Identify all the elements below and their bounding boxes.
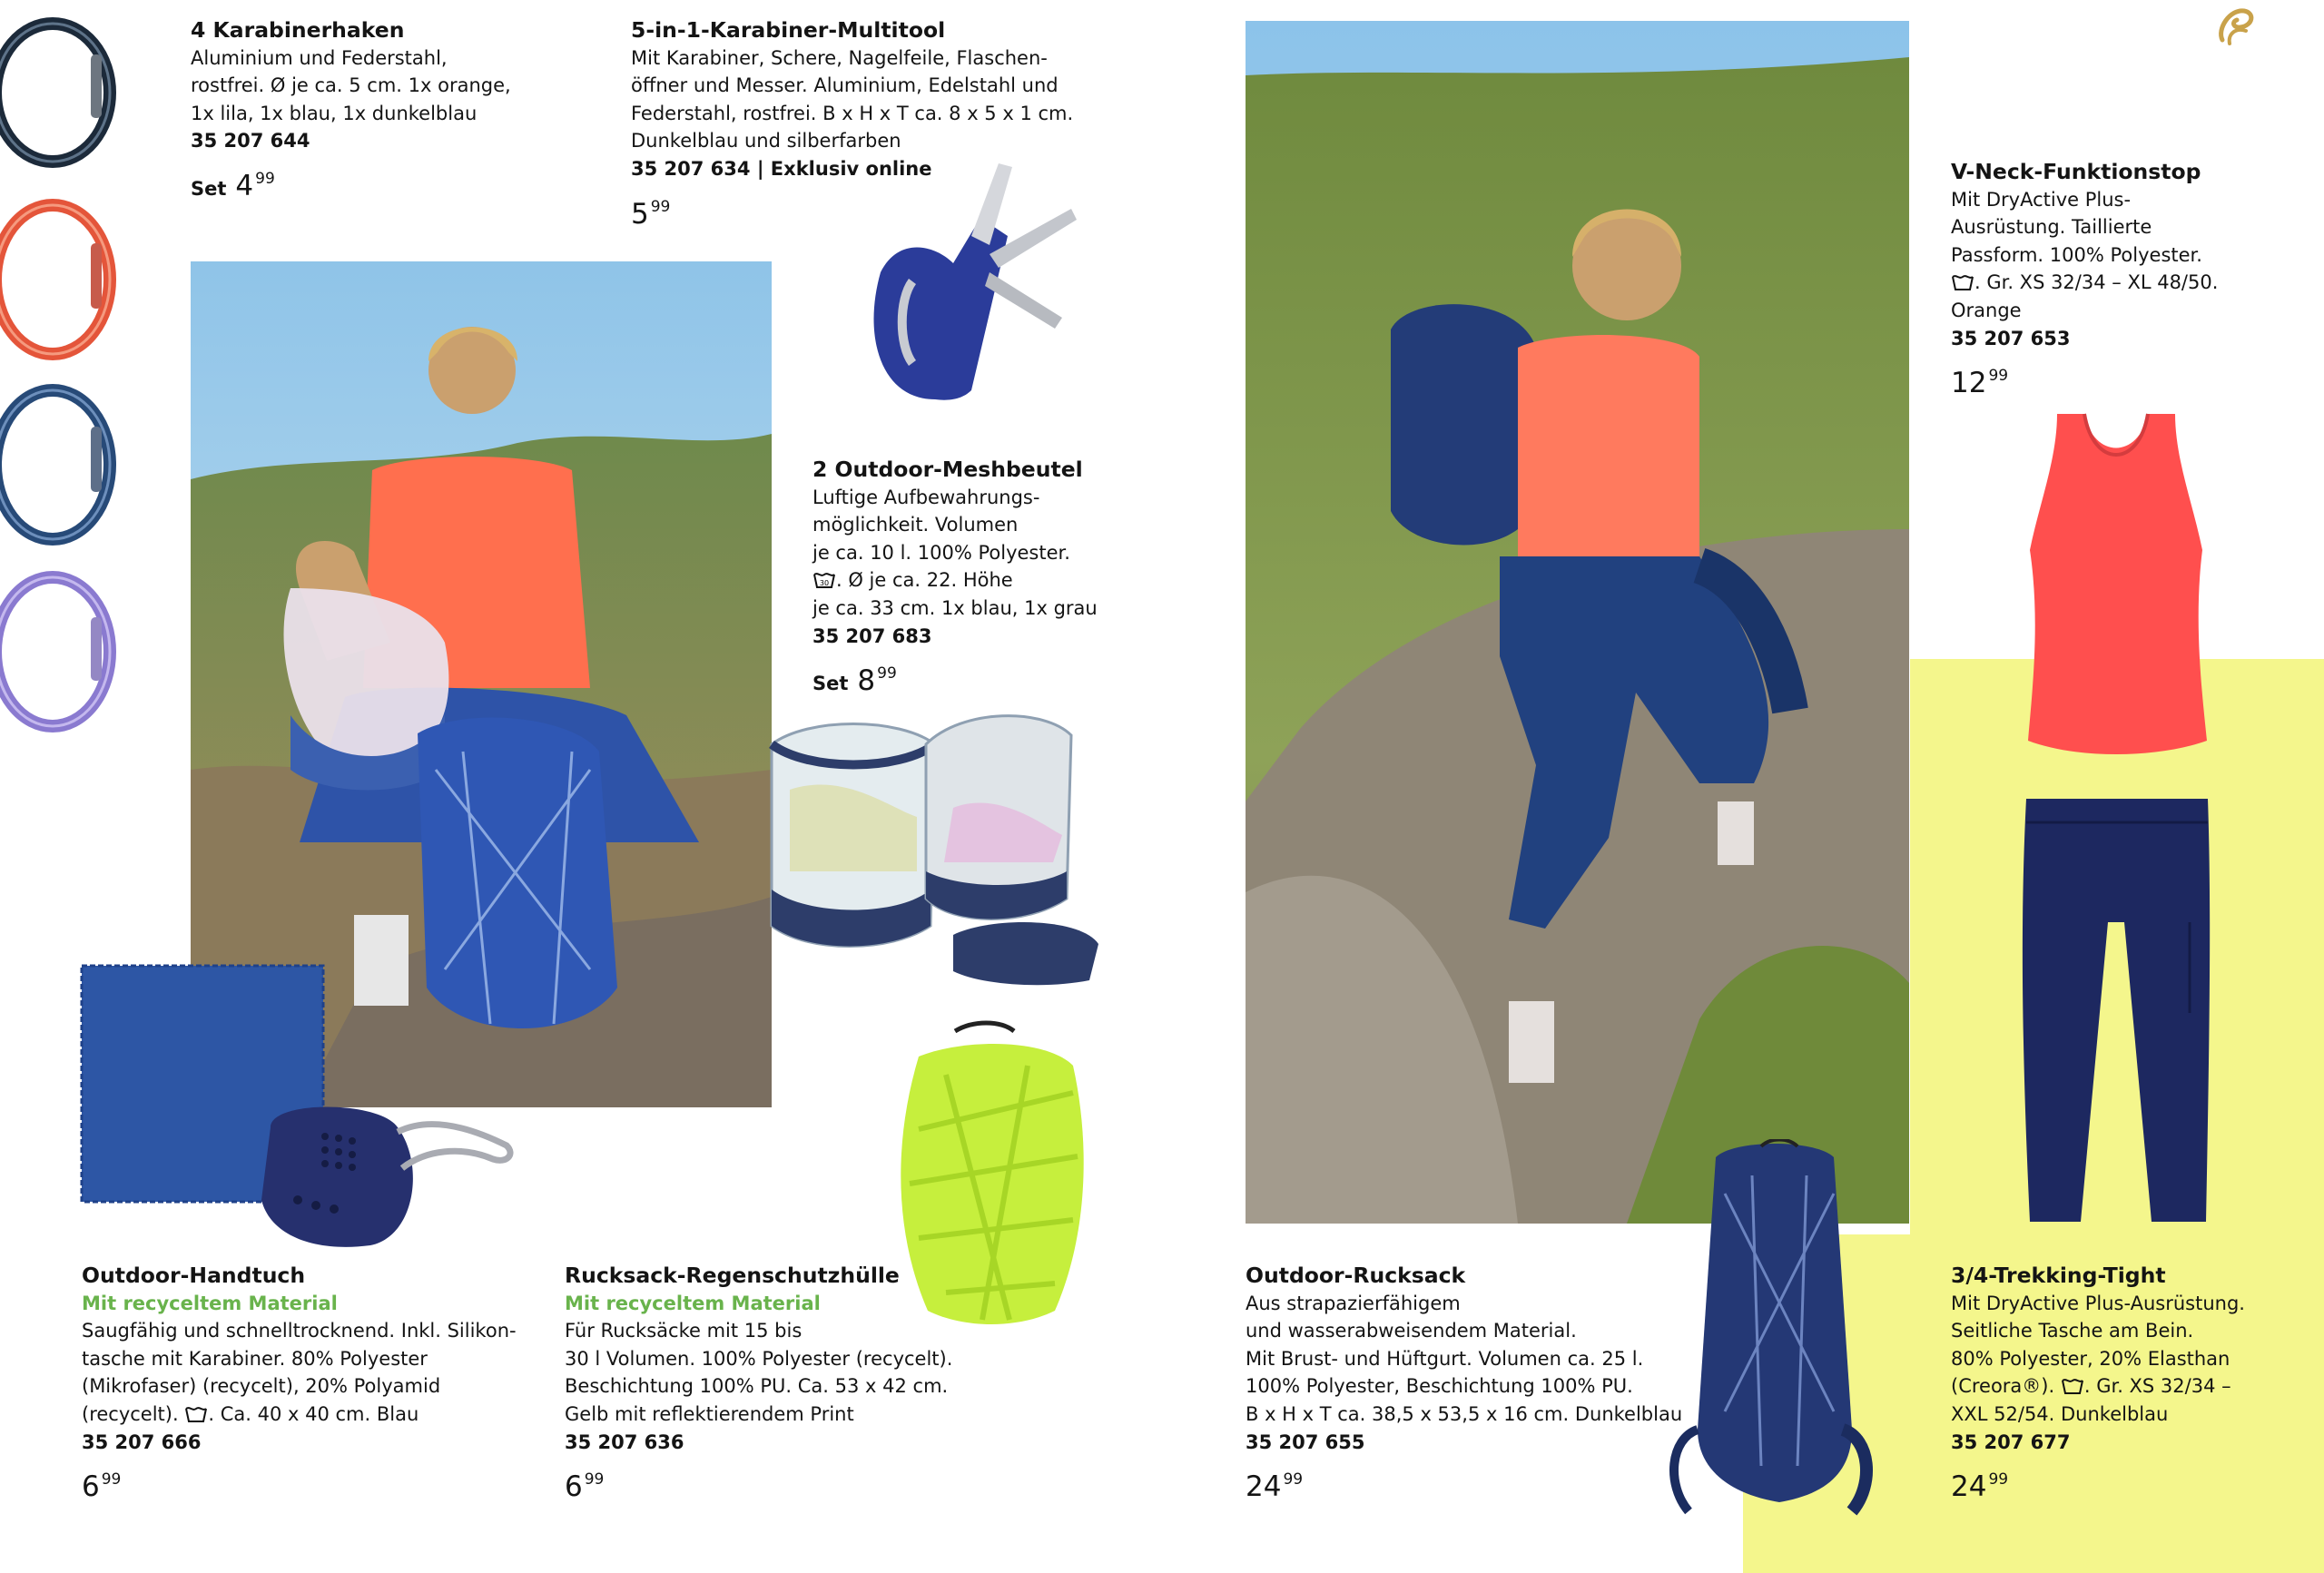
price-prefix: Set: [812, 673, 849, 695]
price-cents: 99: [1988, 1470, 2009, 1489]
desc-line: tasche mit Karabiner. 80% Polyester: [82, 1347, 428, 1370]
price-cents: 99: [1283, 1470, 1304, 1489]
desc-line-before-icon: (Creora®).: [1951, 1375, 2055, 1398]
desc-line: Mit DryActive Plus-Ausrüstung.: [1951, 1292, 2245, 1314]
carabiner-rings-image: [0, 0, 127, 744]
wash-30-icon: [1951, 273, 1974, 291]
product-handtuch: [82, 1262, 517, 1505]
price-prefix: Set: [191, 177, 227, 200]
desc-line: Ausrüstung. Taillierte: [1951, 216, 2152, 239]
price-cents: 99: [584, 1470, 605, 1489]
desc-line: 1x lila, 1x blau, 1x dunkelblau: [191, 102, 478, 124]
product-rucksack: [1246, 1262, 1682, 1505]
desc-line: Seitliche Tasche am Bein.: [1951, 1320, 2194, 1342]
article-number: 35 207 653: [1951, 327, 2071, 349]
desc-line: öffner und Messer. Aluminium, Edelstahl und: [631, 74, 1059, 97]
desc-line: Orange: [1951, 299, 2022, 321]
desc-line: Federstahl, rostfrei. B x H x T ca. 8 x 5 x 1 cm.: [631, 102, 1074, 124]
desc-line: (Mikrofaser) (recycelt), 20% Polyamid: [82, 1375, 441, 1398]
product-title: 3/4-Trekking-Tight: [1951, 1263, 2166, 1288]
desc-line: je ca. 10 l. 100% Polyester.: [812, 541, 1070, 564]
price-cents: 99: [1988, 367, 2009, 386]
towel-image: [80, 964, 523, 1254]
mesh-bags-image: [753, 708, 1108, 989]
product-title: 5-in-1-Karabiner-Multitool: [631, 17, 946, 43]
price-main: 24: [1951, 1470, 1987, 1504]
product-funktionstop: [1951, 158, 2218, 401]
product-title: 4 Karabinerhaken: [191, 17, 405, 43]
price: [191, 161, 511, 207]
desc-line: Passform. 100% Polyester.: [1951, 243, 2202, 266]
price-cents: 99: [255, 169, 275, 188]
trekking-tight-image: [2017, 795, 2217, 1226]
desc-line: Gelb mit reflektierendem Print: [565, 1402, 854, 1425]
desc-line-before-icon: (recycelt).: [82, 1402, 179, 1425]
product-regenschutz: [565, 1262, 952, 1505]
product-title: Outdoor-Rucksack: [1246, 1263, 1466, 1288]
price-main: 12: [1951, 367, 1987, 400]
price: [565, 1461, 952, 1505]
price-cents: 99: [101, 1470, 122, 1489]
brand-logo-icon: [2213, 4, 2260, 49]
price: [1246, 1461, 1682, 1505]
article-number: 35 207 634 | Exklusiv online: [631, 157, 932, 180]
hiker-photo-backpack: [1246, 21, 1909, 1224]
desc-line: Beschichtung 100% PU. Ca. 53 x 42 cm.: [565, 1375, 949, 1398]
product-title: Rucksack-Regenschutzhülle: [565, 1263, 900, 1288]
desc-line-after-icon: . Gr. XS 32/34 – XL 48/50.: [1974, 271, 2219, 294]
desc-line-after-icon: . Ø je ca. 22. Höhe: [836, 569, 1013, 592]
article-number: 35 207 655: [1246, 1430, 1365, 1453]
desc-line: Mit Karabiner, Schere, Nagelfeile, Flaschen-: [631, 46, 1048, 69]
price: [1951, 1461, 2245, 1505]
product-meshbeutel: [812, 456, 1098, 702]
article-number: 35 207 683: [812, 624, 932, 647]
price-main: 4: [235, 169, 254, 202]
desc-line: 80% Polyester, 20% Elasthan: [1951, 1347, 2230, 1370]
product-karabinerhaken: [191, 16, 511, 207]
desc-line: Saugfähig und schnelltrocknend. Inkl. Silikon-: [82, 1320, 517, 1342]
price-main: 6: [565, 1470, 583, 1504]
price-main: 24: [1246, 1470, 1282, 1504]
desc-line: Luftige Aufbewahrungs-: [812, 486, 1040, 508]
desc-line: XXL 52/54. Dunkelblau: [1951, 1402, 2169, 1425]
desc-line: rostfrei. Ø je ca. 5 cm. 1x orange,: [191, 74, 511, 97]
desc-line: Aus strapazierfähigem: [1246, 1292, 1461, 1314]
recycled-tag: Mit recyceltem Material: [565, 1292, 821, 1314]
desc-line: und wasserabweisendem Material.: [1246, 1320, 1577, 1342]
desc-line: [1951, 1372, 2245, 1401]
product-title: 2 Outdoor-Meshbeutel: [812, 457, 1083, 482]
desc-line: Dunkelblau und silberfarben: [631, 130, 901, 152]
price-main: 8: [857, 664, 876, 698]
desc-line: 100% Polyester, Beschichtung 100% PU.: [1246, 1375, 1633, 1398]
desc-line: [812, 566, 1098, 595]
article-number: 35 207 677: [1951, 1430, 2071, 1453]
desc-line: Aluminium und Federstahl,: [191, 46, 448, 69]
desc-line: möglichkeit. Volumen: [812, 514, 1019, 536]
desc-line-after-icon: . Gr. XS 32/34 –: [2083, 1375, 2231, 1398]
price-main: 5: [631, 197, 649, 231]
price: [82, 1461, 517, 1505]
product-title: V-Neck-Funktionstop: [1951, 159, 2201, 184]
price: [812, 655, 1098, 702]
svg-text:30: 30: [819, 579, 830, 588]
desc-line: Mit DryActive Plus-: [1951, 188, 2132, 211]
article-number: 35 207 636: [565, 1430, 684, 1453]
price-cents: 99: [650, 197, 671, 216]
desc-line: [1951, 269, 2218, 297]
product-multitool: [631, 16, 1073, 232]
recycled-tag: Mit recyceltem Material: [82, 1292, 338, 1314]
desc-line: [82, 1401, 517, 1429]
desc-line: je ca. 33 cm. 1x blau, 1x grau: [812, 596, 1098, 619]
price: [631, 189, 1073, 232]
price-main: 6: [82, 1470, 100, 1504]
desc-line: Für Rucksäcke mit 15 bis: [565, 1320, 803, 1342]
article-number: 35 207 644: [191, 130, 310, 152]
wash-30-icon: [812, 571, 836, 589]
desc-line: Mit Brust- und Hüftgurt. Volumen ca. 25 l.: [1246, 1347, 1644, 1370]
backpack-image: [1661, 1139, 1879, 1520]
product-title: Outdoor-Handtuch: [82, 1263, 306, 1288]
vneck-top-image: [2021, 405, 2211, 759]
desc-line: 30 l Volumen. 100% Polyester (recycelt).: [565, 1347, 953, 1370]
product-trekkingtight: [1951, 1262, 2245, 1505]
price: [1951, 358, 2218, 401]
desc-line: B x H x T ca. 38,5 x 53,5 x 16 cm. Dunkelblau: [1246, 1402, 1683, 1425]
wash-40-icon: [184, 1405, 208, 1423]
price-cents: 99: [877, 664, 897, 683]
article-number: 35 207 666: [82, 1430, 202, 1453]
wash-30-icon: [2061, 1377, 2084, 1395]
desc-line-after-icon: . Ca. 40 x 40 cm. Blau: [208, 1402, 419, 1425]
